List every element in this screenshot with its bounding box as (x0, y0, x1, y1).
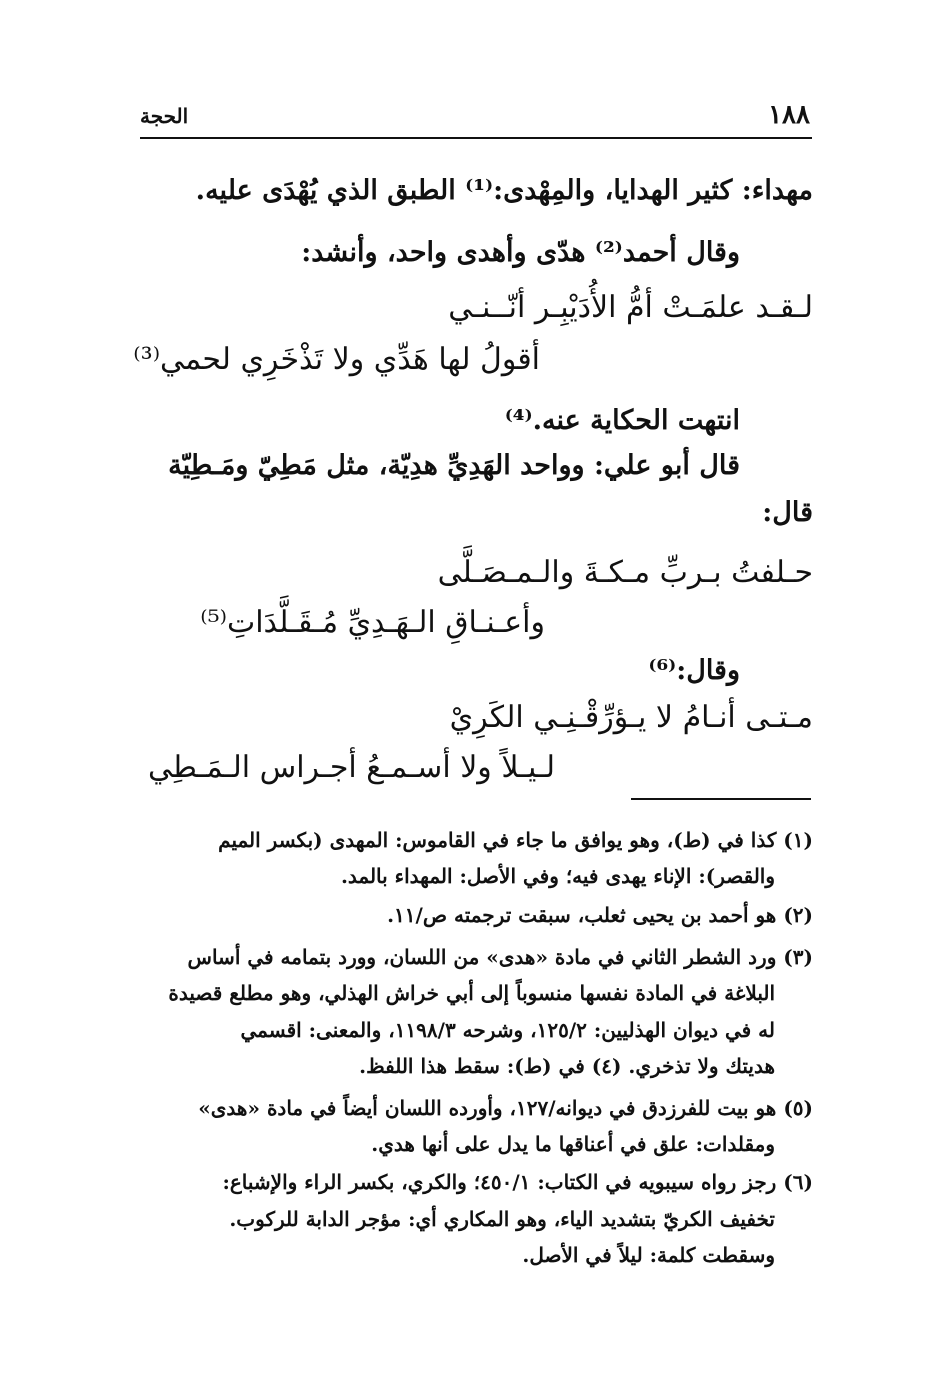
page-number: ١٨٨ (768, 100, 810, 130)
footnote-line: البلاغة في المادة نفسها منسوباً إلى أبي خراش الهذلي، وهو مطلع قصيدة (168, 981, 775, 1005)
footnote-line: وسقطت كلمة: ليلاً في الأصل. (522, 1243, 775, 1267)
verse-1-first-hemistich: لـقـد علمَـتْ أمُّ الأُدَيْبِـر أنّــنـي (448, 290, 813, 325)
text-line-1: مهداء: كثير الهدايا، والمِهْدى:⁽¹⁾ الطبق الذي يُهْدَى عليه. (195, 175, 813, 206)
text-line-3: انتهت الحكاية عنه.⁽⁴⁾ (504, 405, 740, 436)
footnote-line: ومقلدات: علق في أعناقها ما يدل على أنها هدي. (371, 1132, 775, 1156)
footnote-line: والقصر): الإناء يهدى فيه؛ وفي الأصل: المهداء بالمد. (340, 864, 775, 888)
text-line-6: وقال:⁽⁶⁾ (648, 655, 740, 686)
footnote-rule (631, 798, 811, 800)
running-header (140, 100, 810, 134)
verse-3-second-hemistich: لـيـلاً ولا أسـمـعُ أجـراس الـمَـطِي (148, 750, 555, 785)
footnote-line: (٣) ورد الشطر الثاني في مادة «هدى» من اللسان، وورد بتمامه في أساس (187, 945, 813, 969)
book-title: الحجة (140, 104, 189, 128)
header-rule (140, 137, 812, 139)
footnote-line: له في ديوان الهذليين: ١٢٥/٢، وشرحه ١١٩٨/٣، والمعنى: اقسمي (240, 1018, 775, 1042)
text-line-4: قال أبو علي: وواحد الهَدِيِّ هدِيّة، مثل مَطِيّ ومَـطِيّة (168, 450, 740, 481)
footnote-line: (٦) رجز رواه سيبويه في الكتاب: ٤٥٠/١؛ والكري، بكسر الراء والإشباع: (222, 1170, 813, 1194)
footnote-line: (٥) هو بيت للفرزدق في ديوانه/١٢٧، وأورده اللسان أيضاً في مادة «هدى» (198, 1096, 813, 1120)
footnote-line: (٢) هو أحمد بن يحيى ثعلب، سبقت ترجمته ص/١١. (387, 903, 813, 927)
footnote-line: تخفيف الكريّ بتشديد الياء، وهو المكاري أي: مؤجر الدابة للركوب. (229, 1207, 775, 1231)
verse-3-first-hemistich: مـتـى أنـامُ لا يـؤرِّقْـنِـي الكَرِيْ (449, 700, 813, 735)
footnote-line: هديتك ولا تذخري. (٤) في (ط): سقط هذا اللفظ. (359, 1054, 775, 1078)
verse-2-second-hemistich: وأعـنـاقِ الـهَـدِيِّ مُـقَـلَّدَاتِ⁽⁵⁾ (200, 605, 545, 640)
verse-2-first-hemistich: حـلفتُ بـربِّ مـكـةَ والـمـصَـلَّى (437, 555, 813, 590)
verse-1-second-hemistich: أقولُ لها هَدِّي ولا تَذْخَرِي لحمي⁽³⁾ (133, 342, 540, 377)
footnote-line: (١) كذا في (ط)، وهو يوافق ما جاء في القاموس: المهدى (بكسر الميم (218, 828, 813, 852)
text-line-5: قال: (762, 497, 813, 528)
text-line-2: وقال أحمد⁽²⁾ هدّى وأهدى واحد، وأنشد: (301, 237, 740, 268)
